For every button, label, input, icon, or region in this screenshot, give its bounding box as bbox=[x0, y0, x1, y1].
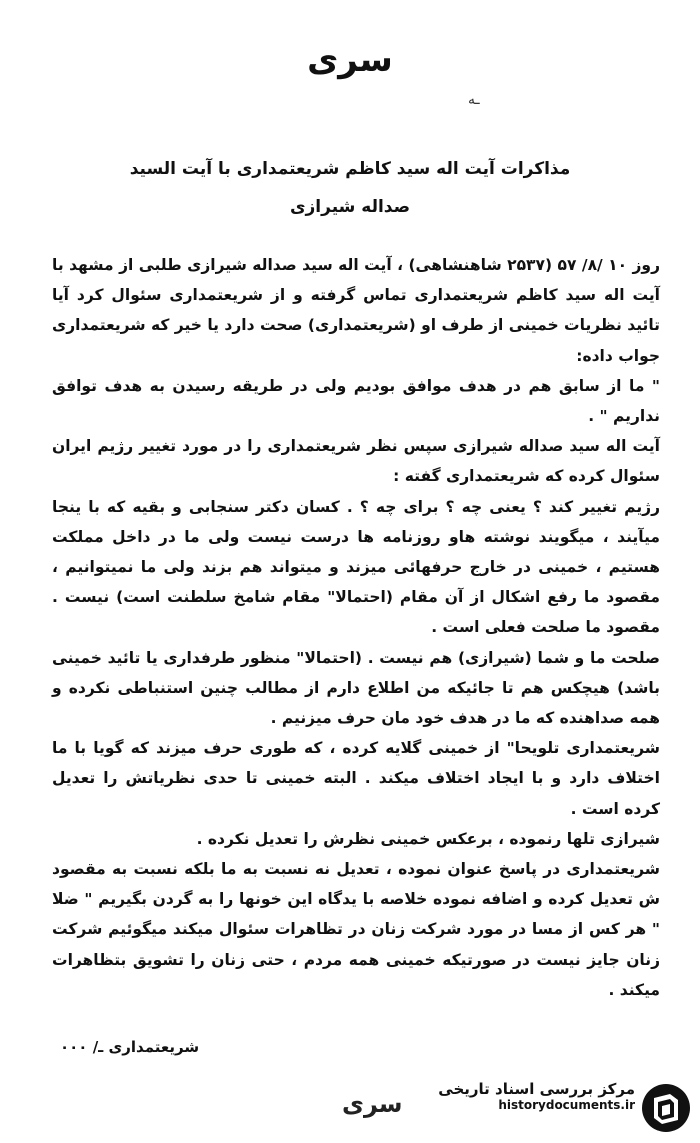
watermark-text bbox=[405, 1080, 635, 1112]
document-book-logo-icon bbox=[640, 1080, 692, 1136]
title-line-2: صداله شیرازی bbox=[289, 197, 411, 217]
document-title bbox=[60, 150, 640, 226]
paragraph: شیرازی تلها رنموده ، برعکس خمینی نظرش را تعدیل نکرده . bbox=[196, 829, 660, 848]
paragraph: آیت اله سید صداله شیرازی سپس نظر شریعتمداری را در مورد تغییر رژیم ایران سئوال کرده که شریعتمداری گفته : bbox=[52, 437, 660, 486]
footer-classification: سری bbox=[342, 1090, 403, 1118]
watermark-org-name: مرکز بررسی اسناد تاریخی bbox=[438, 1080, 635, 1098]
paragraph: صلحت ما و شما (شیرازی) هم نیست . (احتمالا" منظور طرفداری یا تائید خمینی باشد) هیچکس هم تا جائیکه من اطلاع دارم از مطالب چنین استنباطی نکرده و همه صداهنده که ما در هدف خود مان حرف میزنیم . bbox=[52, 648, 660, 728]
signoff: شریعتمداری ـ/ ۰۰۰ bbox=[60, 1038, 200, 1056]
paragraph: شریعتمداری تلویحا" از خمینی گلایه کرده ، که طوری حرف میزند که گویا با ما اختلاف دارد و با ایجاد اختلاف میکند . البته خمینی تا حدی نظریاتش را تعدیل کرده است . bbox=[52, 739, 660, 818]
paragraph: رژیم تغییر کند ؟ یعنی چه ؟ برای چه ؟ . کسان دکتر سنجابی و بقیه که با ینجا میآیند ، میگویند نوشته هاو روزنامه ها درست نیست ولی ما در داخل مملکت هستیم ، خمینی در خارج حرفهائی میزند و میتواند هم بزند ولی ما نمیتوانیم ، مقصود ما رفع اشکال از آن مقام (احتمالا" مقام شامخ سلطنت است) نیست . مقصود ما صلحت فعلی است . bbox=[52, 497, 660, 637]
paragraph: " ما از سابق هم در هدف موافق بودیم ولی در طریقه رسیدن به هدف توافق نداریم " . bbox=[52, 376, 660, 426]
handwritten-mark: ـه bbox=[468, 92, 480, 108]
classification-heading: سری bbox=[307, 40, 393, 80]
paragraph: روز ۱۰ /۸/ ۵۷ (۲۵۳۷ شاهنشاهی) ، آیت اله سید صداله شیرازی طلبی از مشهد با آیت اله سید کاظم شریعتمداری تماس گرفته و از شریعتمداری سئوال کرد آیا تائید نظریات خمینی از طرف او (شریعتمداری) صحت دارد یا خیر که شریعتمداری جواب داده: bbox=[52, 256, 660, 365]
document-body bbox=[52, 250, 660, 1005]
paragraph: شریعتمداری در پاسخ عنوان نموده ، تعدیل نه نسبت به ما بلکه نسبت به مقصود ش تعدیل کرده و اضافه نموده خلاصه با یدگاه این خونها را به گردن بگیریم " ضلا " هر کس از مسا در مورد شرکت زنان در تظاهرات سئوال میکند میگوئیم شرکت زنان جایز نیست در صورتیکه خمینی همه مردم ، حتی زنان را تشویق بتظاهرات میکند . bbox=[52, 860, 660, 999]
watermark-url: historydocuments.ir bbox=[498, 1098, 635, 1112]
title-line-1: مذاکرات آیت اله سید کاظم شریعتمداری با آیت السید bbox=[129, 159, 571, 179]
